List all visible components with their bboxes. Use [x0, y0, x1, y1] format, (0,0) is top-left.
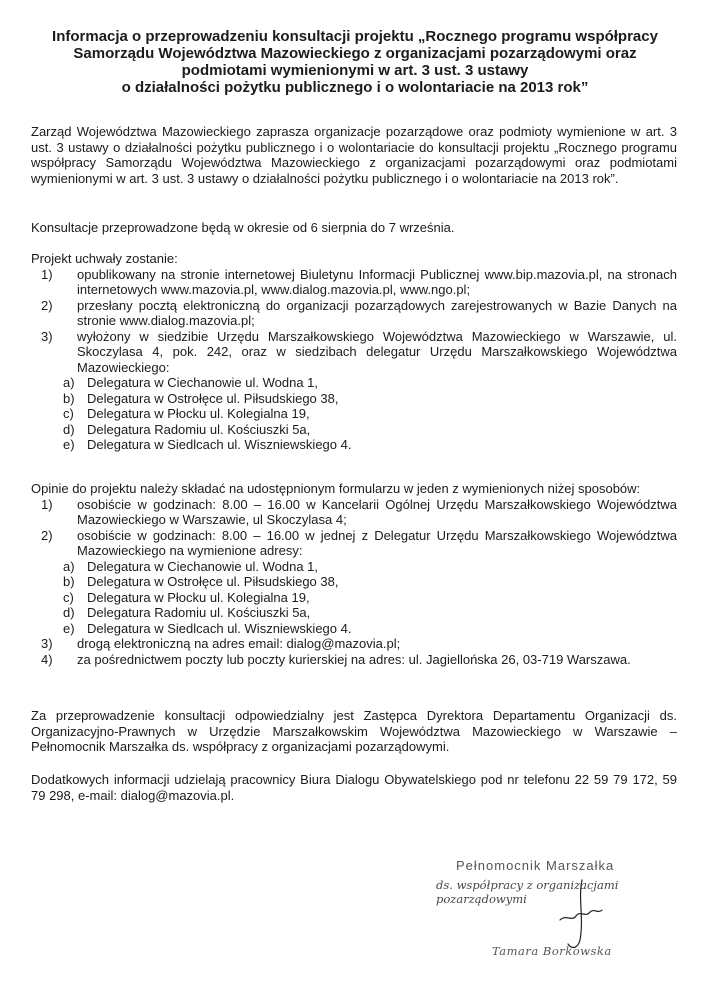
- list-item-text: drogą elektroniczną na adres email: dialog@mazovia.pl;: [77, 636, 401, 651]
- title-line-1: Informacja o przeprowadzeniu konsultacji projektu „Rocznego programu współpracy: [52, 28, 658, 45]
- title-line-3: podmiotami wymienionymi w art. 3 ust. 3 ustawy: [181, 62, 529, 79]
- stamp-title: Pełnomocnik Marszałka: [456, 858, 615, 873]
- list-marker: c): [63, 589, 74, 605]
- period-text: Konsultacje przeprowadzone będą w okresie od 6 sierpnia do 7 września.: [31, 220, 455, 235]
- list-item-text: Delegatura w Siedlcach ul. Wiszniewskiego 4.: [87, 620, 352, 636]
- title-line-2: Samorządu Województwa Mazowieckiego z organizacjami pozarządowymi oraz: [73, 45, 637, 62]
- responsible-text: Za przeprowadzenie konsultacji odpowiedzialny jest Zastępca Dyrektora Departamentu Organizacji ds. Organizacyjno-Prawnych w Urzędzie Marszałkowskim Województwa Mazowieckiego w Warszawie – Pełnomocnik Marszałka ds. współpracy z organizacjami pozarządowymi.: [31, 708, 677, 754]
- list-item: [31, 406, 677, 422]
- list-item: [31, 605, 677, 621]
- list-item-text: Delegatura Radomiu ul. Kościuszki 5a,: [87, 605, 311, 620]
- list-item-text: Delegatura w Ciechanowie ul. Wodna 1,: [87, 558, 319, 574]
- list-item: [31, 437, 677, 453]
- list-item-text: za pośrednictwem poczty lub poczty kurierskiej na adres: ul. Jagiellońska 26, 03-719 Warszawa.: [77, 651, 631, 667]
- list-item-text: osobiście w godzinach: 8.00 – 16.00 w jednej z Delegatur Urzędu Marszałkowskiego Województwa Mazowieckiego na wymienione adresy:: [77, 527, 677, 558]
- list-marker: 1): [41, 266, 53, 282]
- opinions-heading: Opinie do projektu należy składać na udostępnionym formularzu w jeden z wymienionych niżej sposobów:: [31, 481, 641, 496]
- list-item-text: Delegatura w Płocku ul. Kolegialna 19,: [87, 406, 310, 421]
- list-marker: 3): [41, 328, 53, 344]
- list-item: [31, 559, 677, 575]
- list-item: [31, 528, 677, 559]
- list-marker: d): [63, 605, 75, 620]
- list-item-text: Delegatura w Płocku ul. Kolegialna 19,: [87, 589, 310, 605]
- opinions-list: [31, 497, 677, 559]
- period-paragraph: [31, 220, 677, 236]
- intro-paragraph: [31, 124, 677, 186]
- list-item: [31, 636, 677, 652]
- document-title: [20, 28, 690, 96]
- list-marker: b): [63, 390, 75, 406]
- responsible-paragraph: [31, 708, 677, 755]
- list-item-text: Delegatura w Siedlcach ul. Wiszniewskiego 4.: [87, 437, 352, 452]
- opinions-list-continued: [31, 636, 677, 667]
- project-section: [31, 251, 677, 453]
- list-item-text: osobiście w godzinach: 8.00 – 16.00 w Kancelarii Ogólnej Urzędu Marszałkowskiego Województwa Mazowieckiego w Warszawie, ul Skoczylasa 4;: [77, 496, 677, 527]
- list-marker: c): [63, 406, 74, 421]
- list-item-text: opublikowany na stronie internetowej Biuletynu Informacji Publicznej www.bip.mazovia.pl, na stronach internetowych www.mazovia.pl, www.dialog.mazovia.pl, www.ngo.pl;: [77, 266, 677, 297]
- list-marker: d): [63, 421, 75, 437]
- list-marker: e): [63, 620, 75, 636]
- list-marker: a): [63, 375, 75, 390]
- list-marker: 3): [41, 636, 53, 651]
- list-item: [31, 497, 677, 528]
- contact-paragraph: [31, 772, 677, 803]
- list-item-text: Delegatura Radomiu ul. Kościuszki 5a,: [87, 421, 311, 437]
- list-item: [31, 391, 677, 407]
- list-item: [31, 267, 677, 298]
- list-item: [31, 590, 677, 606]
- list-item: [31, 621, 677, 637]
- list-item: [31, 298, 677, 329]
- title-line-4: o działalności pożytku publicznego i o wolontariacie na 2013 rok”: [121, 79, 589, 96]
- list-item: [31, 574, 677, 590]
- delegatury-list-1: [31, 375, 677, 453]
- contact-text: Dodatkowych informacji udzielają pracownicy Biura Dialogu Obywatelskiego pod nr telefonu 22 59 79 172, 59 79 298, e-mail: dialog@mazovia.pl.: [31, 772, 677, 803]
- list-marker: 4): [41, 651, 53, 667]
- signature-block: [420, 858, 680, 968]
- stamp-subtitle: ds. współpracy z organizacjami pozarządowymi: [436, 878, 619, 906]
- signatory-name: Tamara Borkowska: [492, 944, 612, 958]
- list-marker: e): [63, 437, 75, 452]
- list-marker: 2): [41, 527, 53, 543]
- list-marker: 2): [41, 297, 53, 313]
- list-marker: a): [63, 558, 75, 574]
- list-item: [31, 375, 677, 391]
- delegatury-list-2: [31, 559, 677, 637]
- list-item: [31, 422, 677, 438]
- project-list: [31, 267, 677, 376]
- list-item-text: Delegatura w Ostrołęce ul. Piłsudskiego 38,: [87, 574, 339, 589]
- list-item-text: Delegatura w Ciechanowie ul. Wodna 1,: [87, 375, 319, 390]
- list-item-text: przesłany pocztą elektroniczną do organizacji pozarządowych zarejestrowanych w Bazie Danych na stronie www.dialog.mazovia.pl;: [77, 297, 677, 328]
- intro-text: Zarząd Województwa Mazowieckiego zaprasza organizacje pozarządowe oraz podmioty wymienione w art. 3 ust. 3 ustawy o działalności pożytku publicznego i o wolontariacie do konsultacji projektu „Rocznego programu współpracy Samorządu Województwa Mazowieckiego z organizacjami pozarządowymi oraz podmiotami wymienionymi w art. 3 ust. 3 ustawy o działalności pożytku publicznego i o wolontariacie na 2013 rok”.: [31, 124, 677, 186]
- list-item: [31, 329, 677, 376]
- list-item-text: Delegatura w Ostrołęce ul. Piłsudskiego 38,: [87, 390, 339, 406]
- list-marker: b): [63, 574, 75, 589]
- list-item-text: wyłożony w siedzibie Urzędu Marszałkowskiego Województwa Mazowieckiego w Warszawie, ul. Skoczylasa 4, pok. 242, oraz w siedzibach delegatur Urzędu Marszałkowskiego Województwa Mazowieckiego:: [77, 328, 677, 375]
- project-heading: Projekt uchwały zostanie:: [31, 251, 178, 266]
- opinions-section: [31, 481, 677, 667]
- list-marker: 1): [41, 496, 53, 512]
- list-item: [31, 652, 677, 668]
